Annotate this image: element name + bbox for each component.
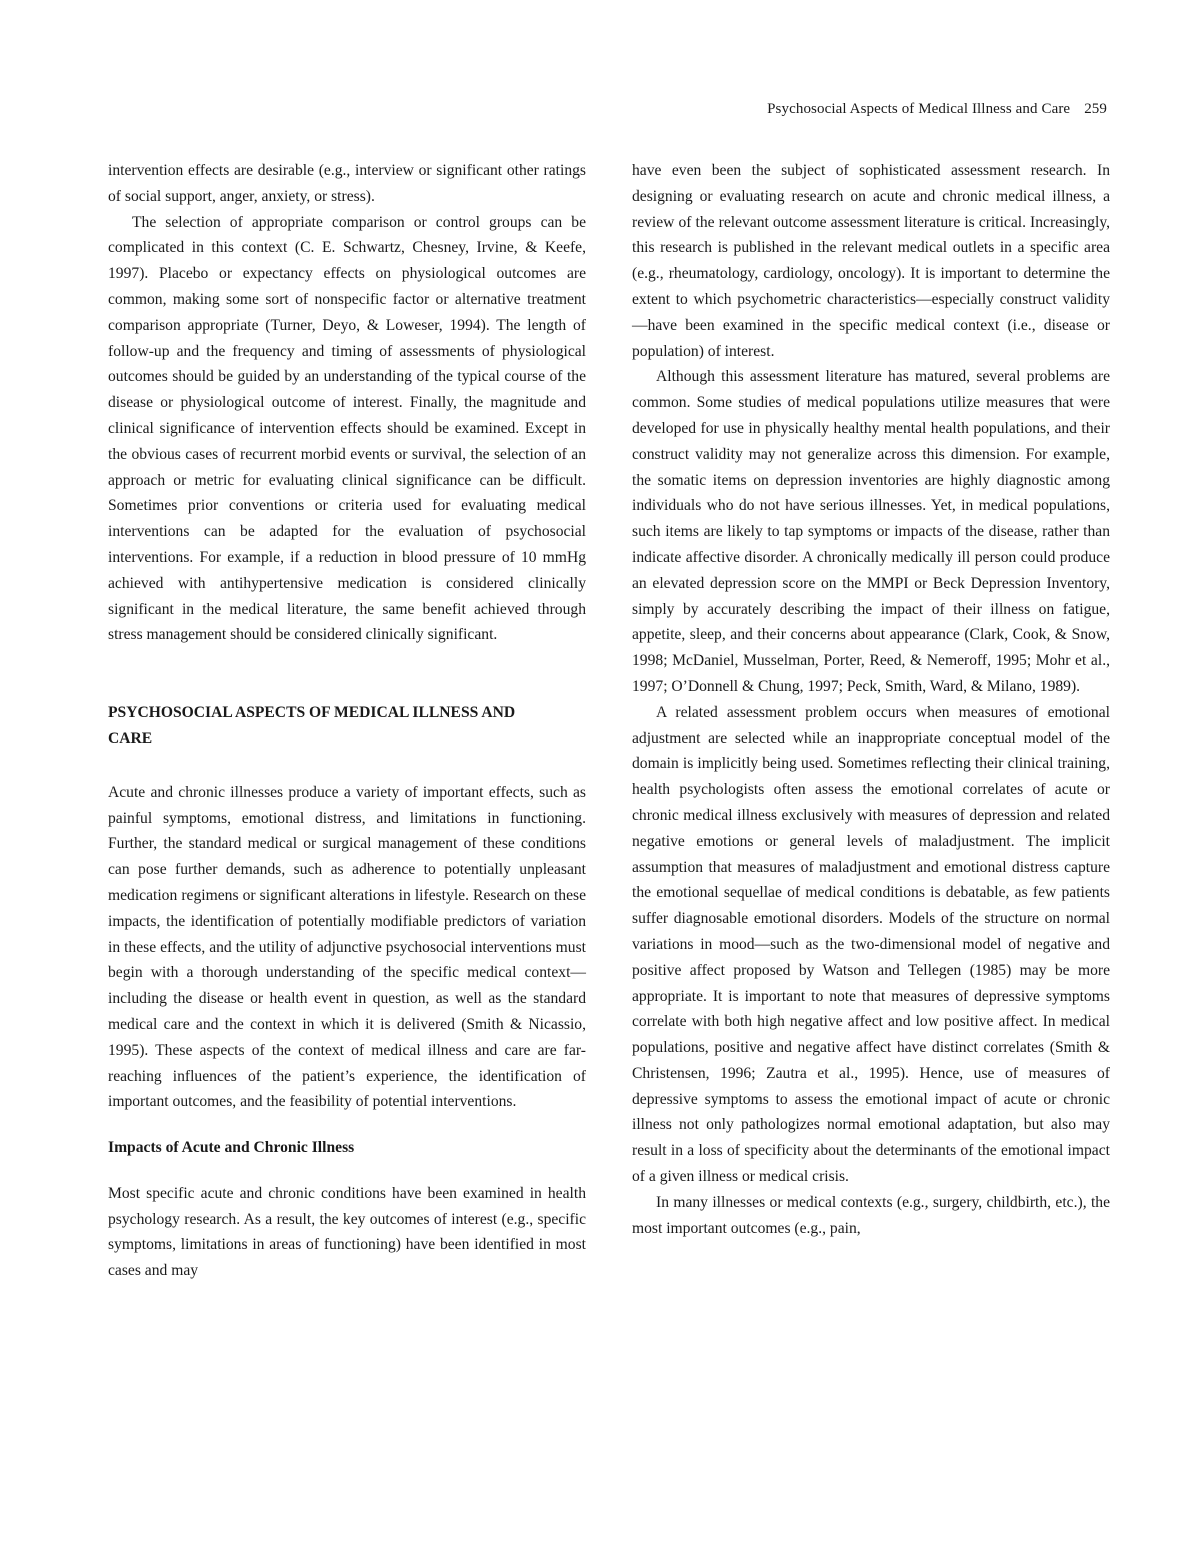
left-paragraph-2: The selection of appropriate comparison or control groups can be complicated in this context (C. E. Schwartz, Chesney, Irvine, & Keefe, 1997). Placebo or expectancy effects on physiological outcomes are common, making some sort of nonspecific factor or alternative treatment comparison appropriate (Turner, Deyo, & Loweser, 1994). The length of follow-up and the frequency and timing of assessments of physiological outcomes should be guided by an understanding of the typical course of the disease or physiological outcome of interest. Finally, the magnitude and clinical significance of intervention effects should be examined. Except in the obvious cases of recurrent morbid events or survival, the selection of an approach or metric for evaluating clinical significance can be difficult. Sometimes prior conventions or criteria used for evaluating medical interventions can be adapted for the evaluation of psychosocial interventions. For example, if a reduction in blood pressure of 10 mmHg achieved with antihypertensive medication is considered clinically significant in the medical literature, the same benefit achieved through stress management should be considered clinically significant. [108, 213, 586, 644]
left-column [108, 158, 586, 1284]
section-heading: PSYCHOSOCIAL ASPECTS OF MEDICAL ILLNESS AND CARE [108, 704, 516, 747]
right-paragraph-3: A related assessment problem occurs when measures of emotional adjustment are selected while an inappropriate conceptual model of the domain is implicitly being used. Sometimes reflecting their clinical training, health psychologists often assess the emotional correlates of acute or chronic medical illness exclusively with measures of depression and related negative emotions or general levels of maladjustment. The implicit assumption that measures of maladjustment and emotional distress capture the emotional sequellae of medical conditions is debatable, as few patients suffer diagnosable emotional disorders. Models of the structure on normal variations in mood—such as the two-dimensional model of negative and positive affect proposed by Watson and Tellegen (1985) may be more appropriate. It is important to note that measures of depressive symptoms correlate with both high negative affect and low positive affect. In medical populations, positive and negative affect have distinct correlates (Smith & Christensen, 1996; Zautra et al., 1995). Hence, use of measures of depressive symptoms to assess the emotional impact of acute or chronic illness not only pathologizes normal emotional adaptation, but also may result in a loss of specificity about the determinants of the emotional impact of a given illness or medical crisis. [632, 703, 1110, 1186]
page-number: 259 [1084, 101, 1107, 117]
right-column [632, 158, 1110, 1241]
left-paragraph-3: Acute and chronic illnesses produce a variety of important effects, such as painful symptoms, emotional distress, and limitations in functioning. Further, the standard medical or surgical management of these conditions can pose further demands, such as adherence to potentially unpleasant medication regimens or significant alterations in lifestyle. Research on these impacts, the identification of potentially modifiable predictors of variation in these effects, and the utility of adjunctive psychosocial interventions must begin with a thorough understanding of the specific medical context—including the disease or health event in question, as well as the standard medical care and the context in which it is delivered (Smith & Nicassio, 1995). These aspects of the context of medical illness and care are far-reaching influences of the patient’s experience, the identification of important outcomes, and the feasibility of potential interventions. [108, 783, 586, 1111]
right-paragraph-2: Although this assessment literature has matured, several problems are common. Some studies of medical populations utilize measures that were developed for use in physically healthy mental health populations, and their construct validity may not generalize across this dimension. For example, the somatic items on depression inventories are highly diagnostic among individuals who do not have serious illnesses. Yet, in medical populations, such items are likely to tap symptoms or impacts of the disease, rather than indicate affective disorder. A chronically medically ill person could produce an elevated depression score on the MMPI or Beck Depression Inventory, simply by accurately describing the impact of their illness on fatigue, appetite, sleep, and their concerns about appearance (Clark, Cook, & Snow, 1998; McDaniel, Musselman, Porter, Reed, & Nemeroff, 1995; Mohr et al., 1997; O’Donnell & Chung, 1997; Peck, Smith, Ward, & Milano, 1989). [632, 368, 1110, 695]
left-paragraph-1: intervention effects are desirable (e.g., interview or significant other ratings of social support, anger, anxiety, or stress). [108, 162, 586, 205]
right-paragraph-1: have even been the subject of sophisticated assessment research. In designing or evaluating research on acute and chronic medical illness, a review of the relevant outcome assessment literature is critical. Increasingly, this research is published in the relevant medical outlets in a specific area (e.g., rheumatology, cardiology, oncology). It is important to determine the extent to which psychometric characteristics—especially construct validity—have been examined in the specific medical context (i.e., disease or population) of interest. [632, 162, 1110, 360]
running-head [767, 101, 1107, 118]
right-paragraph-4: In many illnesses or medical contexts (e.g., surgery, childbirth, etc.), the most important outcomes (e.g., pain, [632, 1193, 1110, 1237]
running-title: Psychosocial Aspects of Medical Illness and Care [767, 101, 1071, 117]
subsection-heading: Impacts of Acute and Chronic Illness [108, 1139, 355, 1157]
left-paragraph-4: Most specific acute and chronic conditions have been examined in health psychology research. As a result, the key outcomes of interest (e.g., specific symptoms, limitations in areas of functioning) have been identified in most cases and may [108, 1184, 586, 1280]
